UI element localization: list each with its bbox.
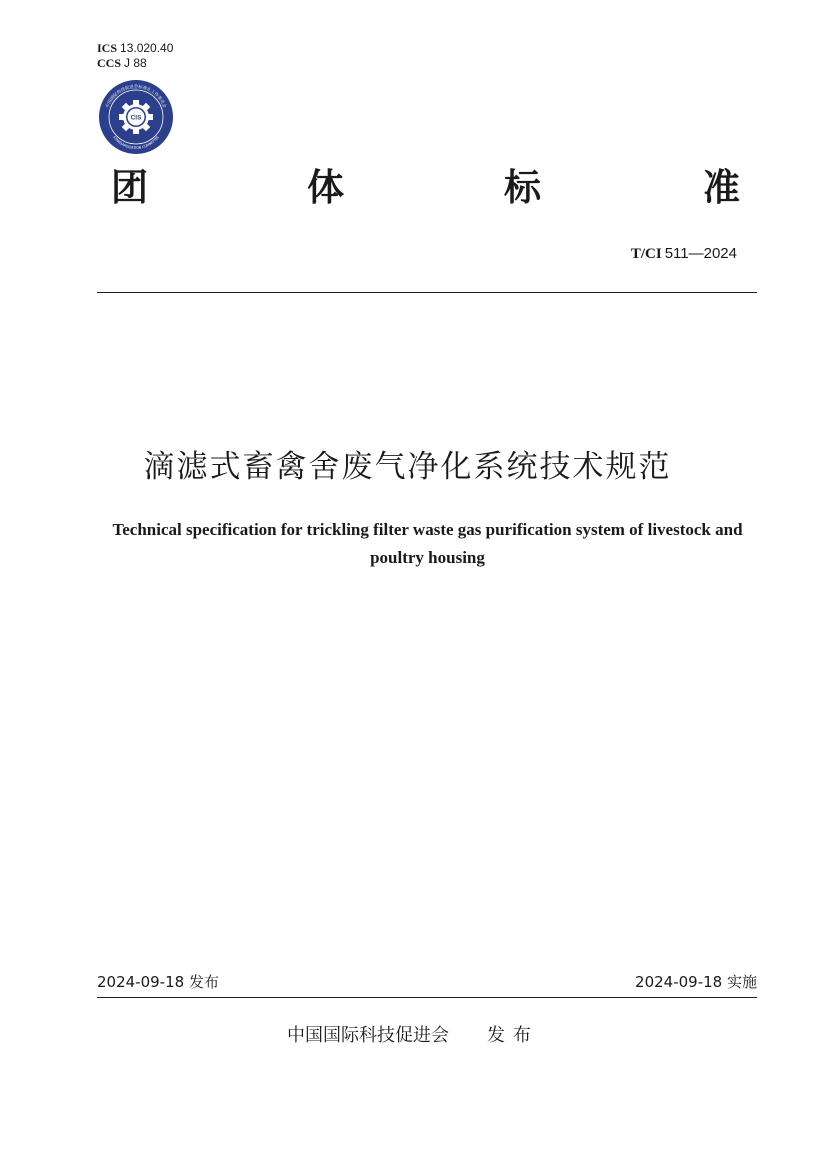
issuer-action: 发布 <box>487 1025 539 1046</box>
heading-char-3: 标 <box>504 166 541 209</box>
chinese-title: 滴滤式畜禽舍废气净化系统技术规范 <box>143 449 672 485</box>
top-divider <box>97 292 757 293</box>
issuer-name: 中国国际科技促进会 <box>287 1025 449 1046</box>
heading-char-2: 体 <box>307 166 344 209</box>
standard-number <box>631 244 737 263</box>
ccs-value: J 88 <box>124 56 147 70</box>
heading-char-1: 团 <box>111 166 148 209</box>
bottom-divider <box>97 997 757 998</box>
english-title: Technical specification for trickling filter waste gas purification system of livestock and poultry housing <box>112 520 743 567</box>
standard-code: 511—2024 <box>664 245 737 262</box>
ccs-line <box>97 56 173 71</box>
standard-prefix: T/CI <box>630 246 662 262</box>
issuer-line <box>287 1021 539 1047</box>
release-date: 2024-09-18 发布 <box>97 973 219 991</box>
ics-value: 13.020.40 <box>120 41 174 55</box>
cis-logo <box>96 79 176 155</box>
ics-label: ICS <box>97 41 118 55</box>
document-type-heading <box>97 163 747 215</box>
logo-text-top: 中国国际科技促进会标准化工作委员会 <box>105 85 167 109</box>
ccs-label: CCS <box>97 56 122 70</box>
ics-line <box>97 41 173 56</box>
heading-char-4: 准 <box>703 166 740 209</box>
logo-text-center: CIS <box>130 114 142 122</box>
logo-text-bottom: STANDARDIZATION COMMITTEE <box>112 135 160 151</box>
classification-codes <box>97 41 173 71</box>
implementation-date: 2024-09-18 实施 <box>635 973 757 991</box>
